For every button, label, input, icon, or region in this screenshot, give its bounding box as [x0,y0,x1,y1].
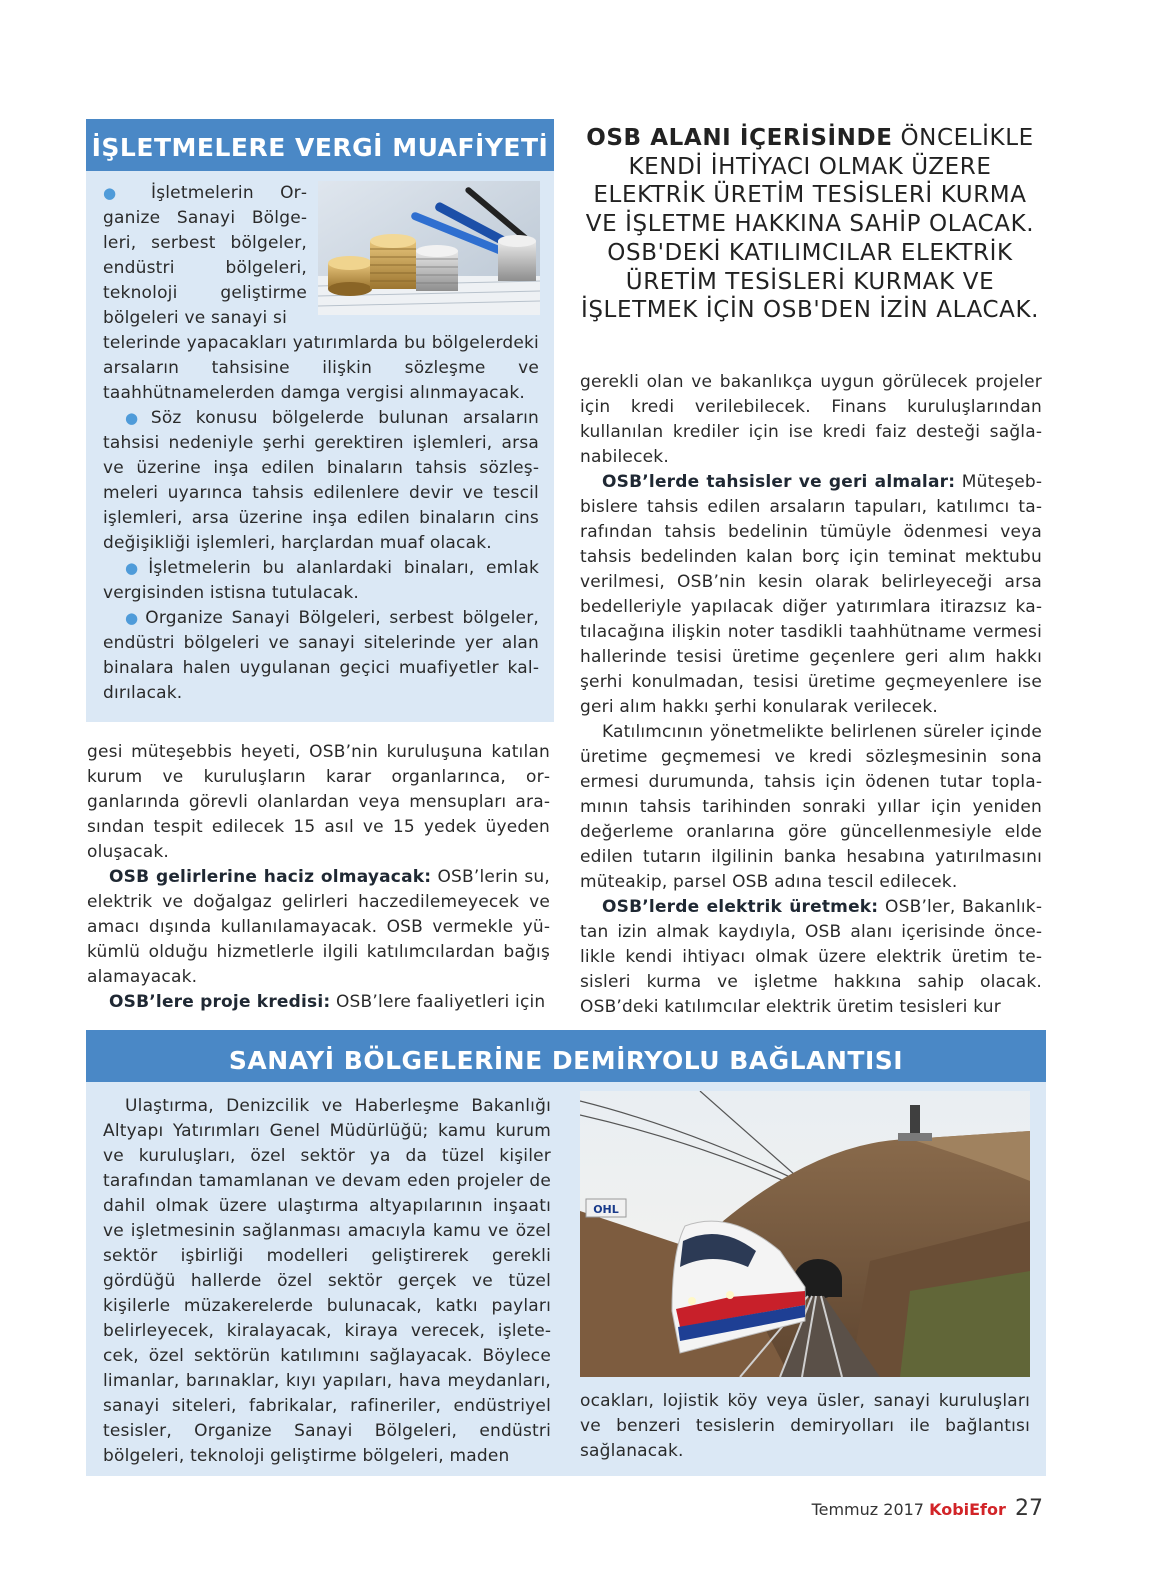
left-paragraph-3-heading: OSB’lere proje kredisi: [109,992,331,1012]
page-number: 27 [1015,1496,1043,1521]
right-paragraph-2-heading: OSB’lerde tahsisler ve geri almalar: [602,472,956,492]
left-paragraph-2: OSB gelirlerine haciz olmayacak: OSB’lerin su, elektrik ve doğalgaz gelirleri haczedilemeyecek ve amacı dışında kullanılamayacak. OSB vermekle yükümlü olduğu hizmetlerle ilgili katılımcılardan bağış alamayacak. [87,867,550,987]
right-paragraph-1: gerekli olan ve bakanlıkça uygun görülecek projeler için kredi verilebilecek. Finans kuruluşlarından kullanılan krediler için ise kredi faiz desteği sağlanabilecek. [580,372,1042,467]
footer-issue-date: Temmuz 2017 [811,1500,924,1519]
right-paragraph-4-heading: OSB’lerde elektrik üretmek: [602,897,879,917]
railway-right-text: ocakları, lojistik köy veya üsler, sanayi kuruluşları ve benzeri tesislerin demiryolları ile bağlantısı sağlanacak. [580,1391,1030,1461]
exemption-bullet-1-continued: telerinde yapacakları yatırımlarda bu bölgelerdeki arsaların tahsisine ilişkin sözleşme ve taahhütnamelerden damga vergisi alınmayacak. [103,333,539,403]
railway-connection-title: SANAYİ BÖLGELERİNE DEMİRYOLU BAĞLANTISI [86,1030,1046,1082]
pull-quote-text: ÖNCELİKLE KENDİ İHTİYACI OLMAK ÜZERE ELEKTRİK ÜRETİM TESİSLERİ KURMA VE İŞLETME HAKKINA SAHİP OLACAK. OSB'DEKİ KATILIMCILAR ELEKTRİK ÜRETİM TESİSLERİ KURMAK VE İŞLETMEK İÇİN OSB'DEN İZİN ALACAK. [580,125,1040,324]
exemption-bullet-2: ● Söz konusu bölgelerde bulunan arsaların tahsisi nedeniyle şerhi gerektiren işlemleri, arsa ve üzerine inşa edilen binaların tahsis sözleşmeleri uyarınca tahsis edilenlere devir ve tescil işlemleri, arsa üzerine inşa edilen binaların cins değişikliği işlemleri, harçlardan muaf olacak. [103,408,539,553]
page-footer [812,1496,1043,1521]
right-column-text [580,370,1042,1020]
train-sign-text: OHL [593,1203,619,1216]
bullet-dot-icon: ● [103,184,137,202]
exemption-bullet-3: ● İşletmelerin bu alanlardaki binaları, emlak vergisinden istisna tutulacak. [103,558,539,603]
exemption-bullet-1: ● İşletmelerin Organize Sanayi Bölgeleri, serbest bölgeler, endüstri bölgeleri, teknoloji geliştirme bölgeleri ve sanayi si [103,183,307,328]
tax-exemption-title: İŞLETMELERE VERGİ MUAFİYETİ [86,119,554,171]
left-paragraph-1: gesi müteşebbis heyeti, OSB’nin kuruluşuna katılan kurum ve kuruluşların karar organlarınca, organlarında görevli olanlardan veya mensupları arasından tespit edilecek 15 asıl ve 15 yedek üyeden oluşacak. [87,742,550,862]
pull-quote-bold: OSB ALANI İÇERİSİNDE [586,125,893,151]
pull-quote [580,124,1040,325]
high-speed-train-photo [580,1091,1030,1377]
bullet-dot-icon: ● [125,559,145,577]
right-paragraph-2: OSB’lerde tahsisler ve geri almalar: Müteşebbislere tahsis edilen arsaların tapuları, katılımcı tarafından tahsis bedelinin tümüyle ödenmesi veya tahsis bedelinden kalan borç için teminat mektubu verilmesi, OSB’nin kesin olarak belirleyeceği arsa bedelleriyle yapılacak diğer yatırımlara itirazsız katılacağına ilişkin noter tasdikli taahhütname vermesi hallerinde tesisi üretime geçenlere geri alım hakkı şerhi konulmadan, tesisi üretime geçmeyenlere ise geri alım hakkı şerhi konularak verilecek. [580,472,1042,717]
railway-left-text: Ulaştırma, Denizcilik ve Haberleşme Bakanlığı Altyapı Yatırımları Genel Müdürlüğü; kamu kurum ve kuruluşları, özel sektör ya da tüzel kişiler tarafından tamamlanan ve devam eden projeler de dahil olmak üzere ulaştırma altyapılarının inşaatı ve işletmesinin sağlanması amacıyla kamu ve özel sektör işbirliği modelleri geliştirerek gerekli gördüğü hallerde özel sektör gerçek ve tüzel kişilerle müzakerelerde bulunacak, katkı payları belirleyecek, kiralayacak, kiraya verecek, işletecek, özel sektörün katılımını sağlayacak. Böylece limanlar, barınaklar, kıyı yapıları, hava meydanları, sanayi siteleri, fabrikalar, rafineriler, endüstriyel tesisler, Organize Sanayi Bölgeleri, endüstri bölgeleri, teknoloji geliştirme bölgeleri, maden [103,1096,551,1466]
train-photo-illustration [580,1091,1030,1377]
footer-brand: KobiEfor [929,1500,1006,1519]
left-paragraph-2-heading: OSB gelirlerine haciz olmayacak: [109,867,432,887]
tax-exemption-box [86,119,554,722]
exemption-bullet-4: ● Organize Sanayi Bölgeleri, serbest bölgeler, endüstri bölgeleri ve sanayi sitelerinde yer alan binalara halen uygulanan geçici muafiyetler kaldırılacak. [103,608,539,703]
right-paragraph-4: OSB’lerde elektrik üretmek: OSB’ler, Bakanlıktan izin almak kaydıyla, OSB alanı içerisinde öncelikle kendi ihtiyacı olmak üzere elektrik üretim tesisleri kurma ve işletme hakkına sahip olacak. OSB’deki katılımcılar elektrik üretim tesisleri kur [580,897,1042,1017]
right-paragraph-3: Katılımcının yönetmelikte belirlenen süreler içinde üretime geçmemesi ve kredi sözleşmesinin sona ermesi durumunda, tahsis için ödenen tutar toplamının tahsis tarihinden sonraki yıllar için yeniden değerleme oranlarına göre güncellenmesiyle elde edilen tutarın ilgilinin banka hesabına yatırılmasını müteakip, parsel OSB adına tescil edilecek. [580,722,1042,892]
bullet-dot-icon: ● [125,409,147,427]
tax-exemption-text [103,181,539,706]
left-column-text [87,740,550,1015]
bullet-dot-icon: ● [125,609,142,627]
railway-connection-box [86,1030,1046,1476]
left-paragraph-3: OSB’lere proje kredisi: OSB’lere faaliyetleri için [109,992,546,1012]
